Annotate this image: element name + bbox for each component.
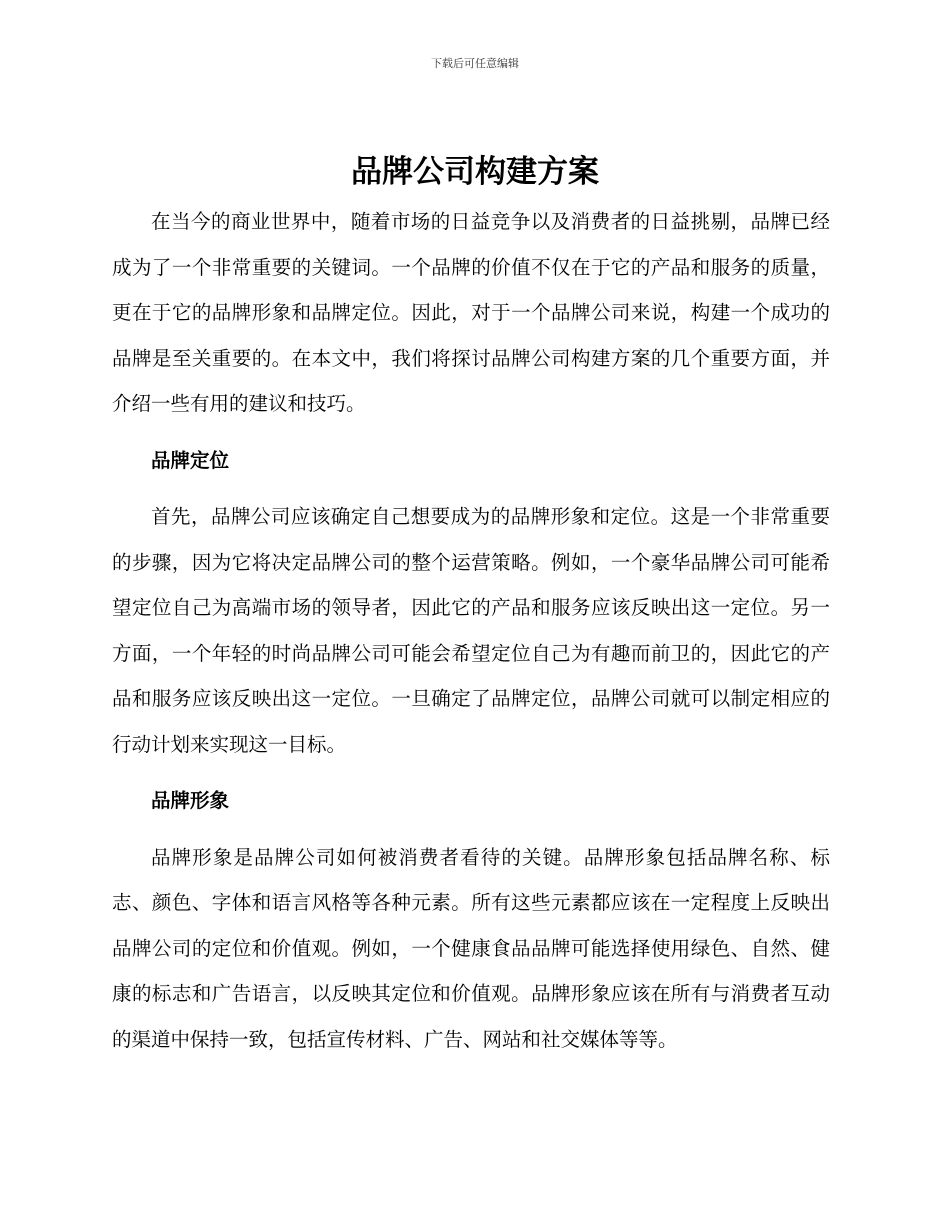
document-body: [112, 199, 830, 1062]
document-title: 品牌公司构建方案: [351, 154, 599, 190]
header-note: 下载后可任意编辑: [431, 57, 519, 70]
section-body-positioning: 首先，品牌公司应该确定自己想要成为的品牌形象和定位。这是一个非常重要的步骤，因为它将决定品牌公司的整个运营策略。例如，一个豪华品牌公司可能希望定位自己为高端市场的领导者，因此它的产品和服务应该反映出这一定位。另一方面，一个年轻的时尚品牌公司可能会希望定位自己为有趣而前卫的，因此它的产品和服务应该反映出这一定位。一旦确定了品牌定位，品牌公司就可以制定相应的行动计划来实现这一目标。: [112, 505, 830, 756]
section-body-image: 品牌形象是品牌公司如何被消费者看待的关键。品牌形象包括品牌名称、标志、颜色、字体和语言风格等各种元素。所有这些元素都应该在一定程度上反映出品牌公司的定位和价值观。例如，一个健康食品品牌可能选择使用绿色、自然、健康的标志和广告语言，以反映其定位和价值观。品牌形象应该在所有与消费者互动的渠道中保持一致，包括宣传材料、广告、网站和社交媒体等等。: [112, 845, 830, 1051]
intro-paragraph: 在当今的商业世界中，随着市场的日益竞争以及消费者的日益挑剔，品牌已经成为了一个非常重要的关键词。一个品牌的价值不仅在于它的产品和服务的质量，更在于它的品牌形象和品牌定位。因此，对于一个品牌公司来说，构建一个成功的品牌是至关重要的。在本文中，我们将探讨品牌公司构建方案的几个重要方面，并介绍一些有用的建议和技巧。: [112, 210, 830, 415]
section-heading-image: 品牌形象: [151, 789, 230, 812]
section-heading-positioning: 品牌定位: [151, 448, 230, 472]
